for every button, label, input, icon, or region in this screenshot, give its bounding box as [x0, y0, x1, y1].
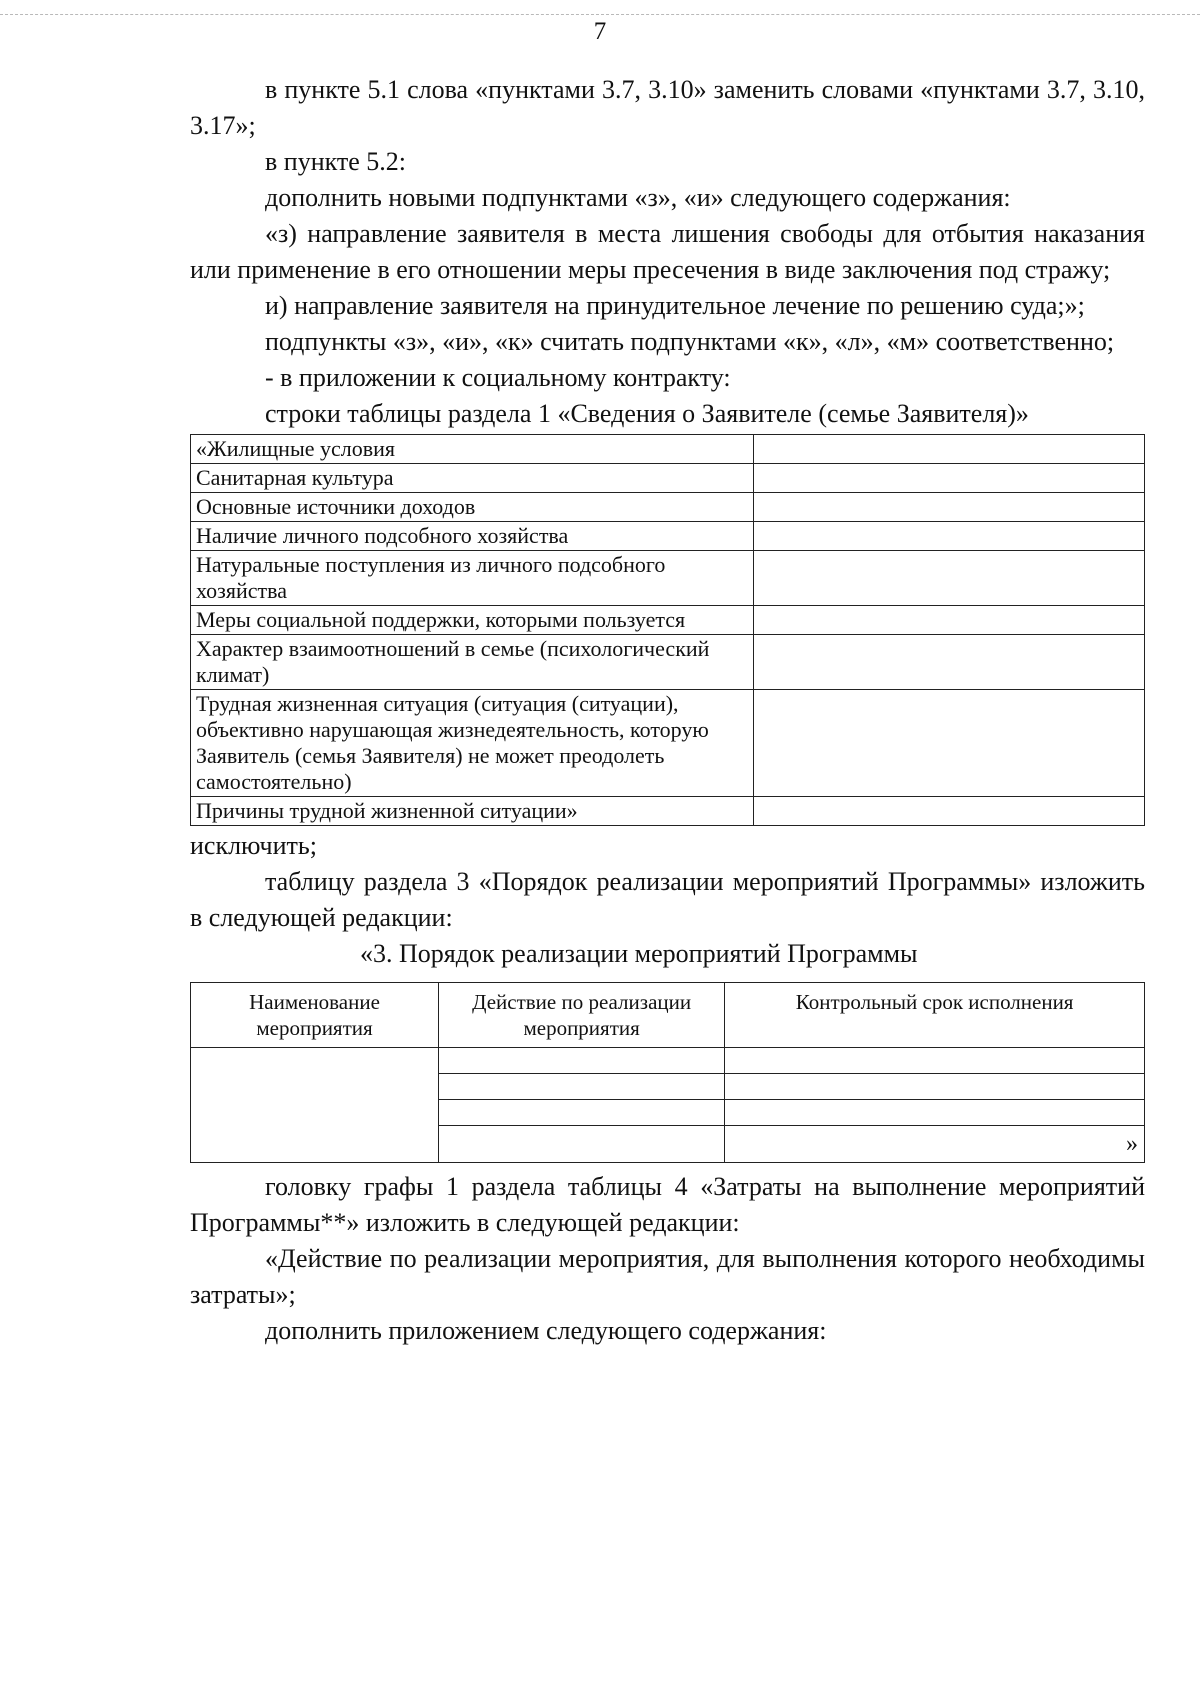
paragraph: дополнить новыми подпунктами «з», «и» следующего содержания:: [265, 183, 1011, 212]
table-row: [191, 551, 1145, 606]
table3-title: «3. Порядок реализации мероприятий Программы: [360, 939, 918, 968]
paragraph: подпункты «з», «и», «к» считать подпунктами «к», «л», «м» соответственно;: [265, 327, 1115, 356]
table3-cell: [439, 1074, 725, 1100]
table-row: [191, 606, 1145, 635]
paragraph: дополнить приложением следующего содержания:: [265, 1316, 827, 1345]
table-row: [191, 464, 1145, 493]
bottom-paragraphs: [190, 1169, 1145, 1349]
paragraph: строки таблицы раздела 1 «Сведения о Заявителе (семье Заявителя)»: [265, 399, 1029, 428]
paragraph: в пункте 5.2:: [265, 147, 407, 176]
table3-cell: [725, 1048, 1145, 1074]
table1-row-label: Санитарная культура: [191, 464, 754, 493]
table1-row-label: «Жилищные условия: [191, 435, 754, 464]
table3-cell: [439, 1126, 725, 1163]
table1-row-value: [753, 690, 1144, 797]
table3-cell: [439, 1100, 725, 1126]
table-section1-rows: [190, 434, 1145, 826]
table1-row-label: Меры социальной поддержки, которыми пользуется: [191, 606, 754, 635]
table1-row-value: [753, 522, 1144, 551]
table1-row-label: Основные источники доходов: [191, 493, 754, 522]
paragraph: - в приложении к социальному контракту:: [265, 363, 731, 392]
table3-header-name: Наименование мероприятия: [191, 983, 439, 1048]
table-row: [191, 522, 1145, 551]
paragraph: головку графы 1 раздела таблицы 4 «Затраты на выполнение мероприятий Программы**» изложить в следующей редакции:: [190, 1172, 1145, 1237]
table3-header-deadline: Контрольный срок исполнения: [725, 983, 1145, 1048]
table3-intro: таблицу раздела 3 «Порядок реализации мероприятий Программы» изложить в следующей редакции:: [190, 867, 1145, 932]
top-paragraphs: [190, 72, 1145, 432]
table1-row-label: Трудная жизненная ситуация (ситуация (ситуации), объективно нарушающая жизнедеятельность, которую Заявитель (семья Заявителя) не может преодолеть самостоятельно): [191, 690, 754, 797]
table-row: [191, 435, 1145, 464]
table3-cell: [439, 1048, 725, 1074]
table-row: [191, 690, 1145, 797]
table1-row-label: Наличие личного подсобного хозяйства: [191, 522, 754, 551]
table3-closing-quote: »: [725, 1126, 1145, 1163]
table3-header-action: Действие по реализации мероприятия: [439, 983, 725, 1048]
table1-row-label: Причины трудной жизненной ситуации»: [191, 797, 754, 826]
table-section3: [190, 982, 1145, 1163]
paragraph: «з) направление заявителя в места лишения свободы для отбытия наказания или применение в его отношении меры пресечения в виде заключения под стражу;: [190, 219, 1145, 284]
table1-row-value: [753, 606, 1144, 635]
table3-cell: [725, 1100, 1145, 1126]
table1-row-value: [753, 464, 1144, 493]
table-row: [191, 635, 1145, 690]
table1-row-value: [753, 493, 1144, 522]
table1-row-label: Натуральные поступления из личного подсобного хозяйства: [191, 551, 754, 606]
paragraph: и) направление заявителя на принудительное лечение по решению суда;»;: [265, 291, 1085, 320]
table-row: [191, 797, 1145, 826]
table3-cell: [191, 1048, 439, 1163]
table3-cell: [725, 1074, 1145, 1100]
table1-row-value: [753, 797, 1144, 826]
table-row: [191, 493, 1145, 522]
scan-top-edge: [0, 14, 1200, 15]
paragraph: «Действие по реализации мероприятия, для выполнения которого необходимы затраты»;: [190, 1244, 1145, 1309]
page-number: 7: [593, 18, 607, 45]
table1-row-value: [753, 551, 1144, 606]
paragraph: в пункте 5.1 слова «пунктами 3.7, 3.10» заменить словами «пунктами 3.7, 3.10, 3.17»;: [190, 75, 1145, 140]
table1-row-label: Характер взаимоотношений в семье (психологический климат): [191, 635, 754, 690]
table1-row-value: [753, 635, 1144, 690]
table1-row-value: [753, 435, 1144, 464]
document-body: [190, 72, 1145, 1349]
exclude-text: исключить;: [190, 831, 317, 860]
